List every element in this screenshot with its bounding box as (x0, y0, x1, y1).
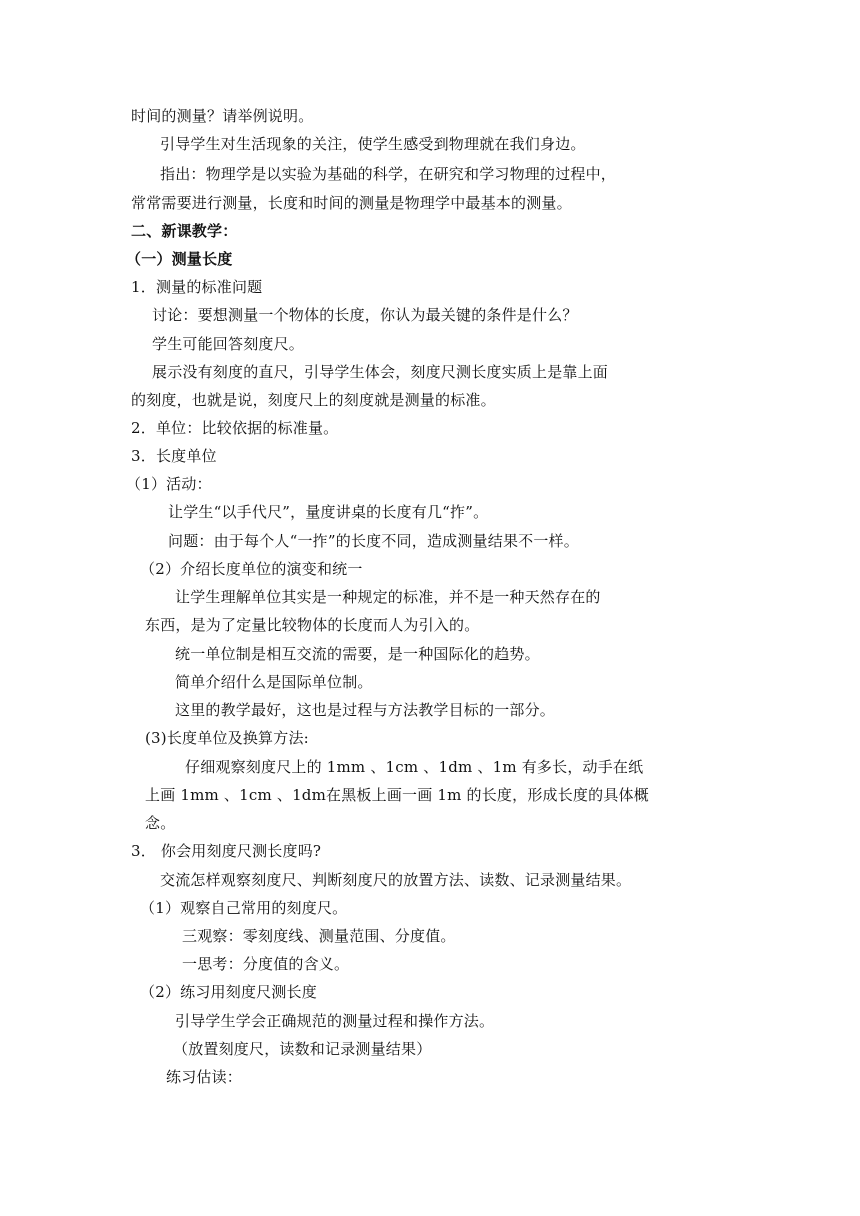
subitem-heading: (3)长度单位及换算方法: (145, 729, 309, 747)
text-line: 时间的测量？请举例说明。 (131, 107, 314, 125)
text-line: 的刻度，也就是说，刻度尺上的刻度就是测量的标准。 (131, 391, 496, 409)
text-line: 念。 (145, 814, 176, 832)
text-line: 东西，是为了定量比较物体的长度而人为引入的。 (145, 616, 480, 634)
text-line: 引导学生学会正确规范的测量过程和操作方法。 (175, 1012, 495, 1030)
text-line: 这里的教学最好，这也是过程与方法教学目标的一部分。 (175, 701, 556, 719)
text-line: 让学生“以手代尺”，量度讲桌的长度有几“拃”。 (168, 503, 489, 521)
subsection-heading: （一）测量长度 (126, 250, 233, 268)
numbered-heading: 3．长度单位 (131, 447, 217, 465)
numbered-heading: 3． 你会用刻度尺测长度吗? (131, 842, 322, 860)
text-line: （放置刻度尺，读数和记录测量结果） (173, 1040, 432, 1058)
text-line: 统一单位制是相互交流的需要，是一种国际化的趋势。 (175, 645, 540, 663)
numbered-heading: 1．测量的标准问题 (131, 278, 263, 296)
section-heading: 二、新课教学： (131, 222, 238, 240)
text-line: 学生可能回答刻度尺。 (152, 335, 305, 353)
text-line: 指出：物理学是以实验为基础的科学，在研究和学习物理的过程中， (160, 165, 617, 183)
text-line: 练习估读： (166, 1068, 243, 1086)
text-line: 一思考：分度值的含义。 (182, 955, 350, 973)
text-line: 交流怎样观察刻度尺、判断刻度尺的放置方法、读数、记录测量结果。 (160, 871, 632, 889)
subitem-heading: （2）介绍长度单位的演变和统一 (140, 560, 363, 578)
text-line: 让学生理解单位其实是一种规定的标准，并不是一种天然存在的 (175, 588, 601, 606)
text-line: 上画 1mm 、1cm 、1dm在黑板上画一画 1m 的长度，形成长度的具体概 (145, 786, 649, 804)
text-line: 引导学生对生活现象的关注，使学生感受到物理就在我们身边。 (160, 135, 586, 153)
text-line: 常常需要进行测量，长度和时间的测量是物理学中最基本的测量。 (131, 194, 572, 212)
text-line: 问题：由于每个人“一拃”的长度不同，造成测量结果不一样。 (168, 532, 579, 550)
text-line: 简单介绍什么是国际单位制。 (175, 673, 373, 691)
text-line: 讨论：要想测量一个物体的长度，你认为最关键的条件是什么？ (152, 306, 578, 324)
subitem-heading: （2）练习用刻度尺测长度 (140, 983, 317, 1001)
text-line: 仔细观察刻度尺上的 1mm 、1cm 、1dm 、1m 有多长，动手在纸 (185, 758, 644, 776)
subitem-heading: （1）活动： (126, 475, 212, 493)
text-line: 三观察：零刻度线、测量范围、分度值。 (182, 927, 456, 945)
text-line: 展示没有刻度的直尺，引导学生体会，刻度尺测长度实质上是靠上面 (152, 363, 609, 381)
numbered-heading: 2．单位：比较依据的标准量。 (131, 419, 339, 437)
subitem-heading: （1）观察自己常用的刻度尺。 (140, 899, 348, 917)
